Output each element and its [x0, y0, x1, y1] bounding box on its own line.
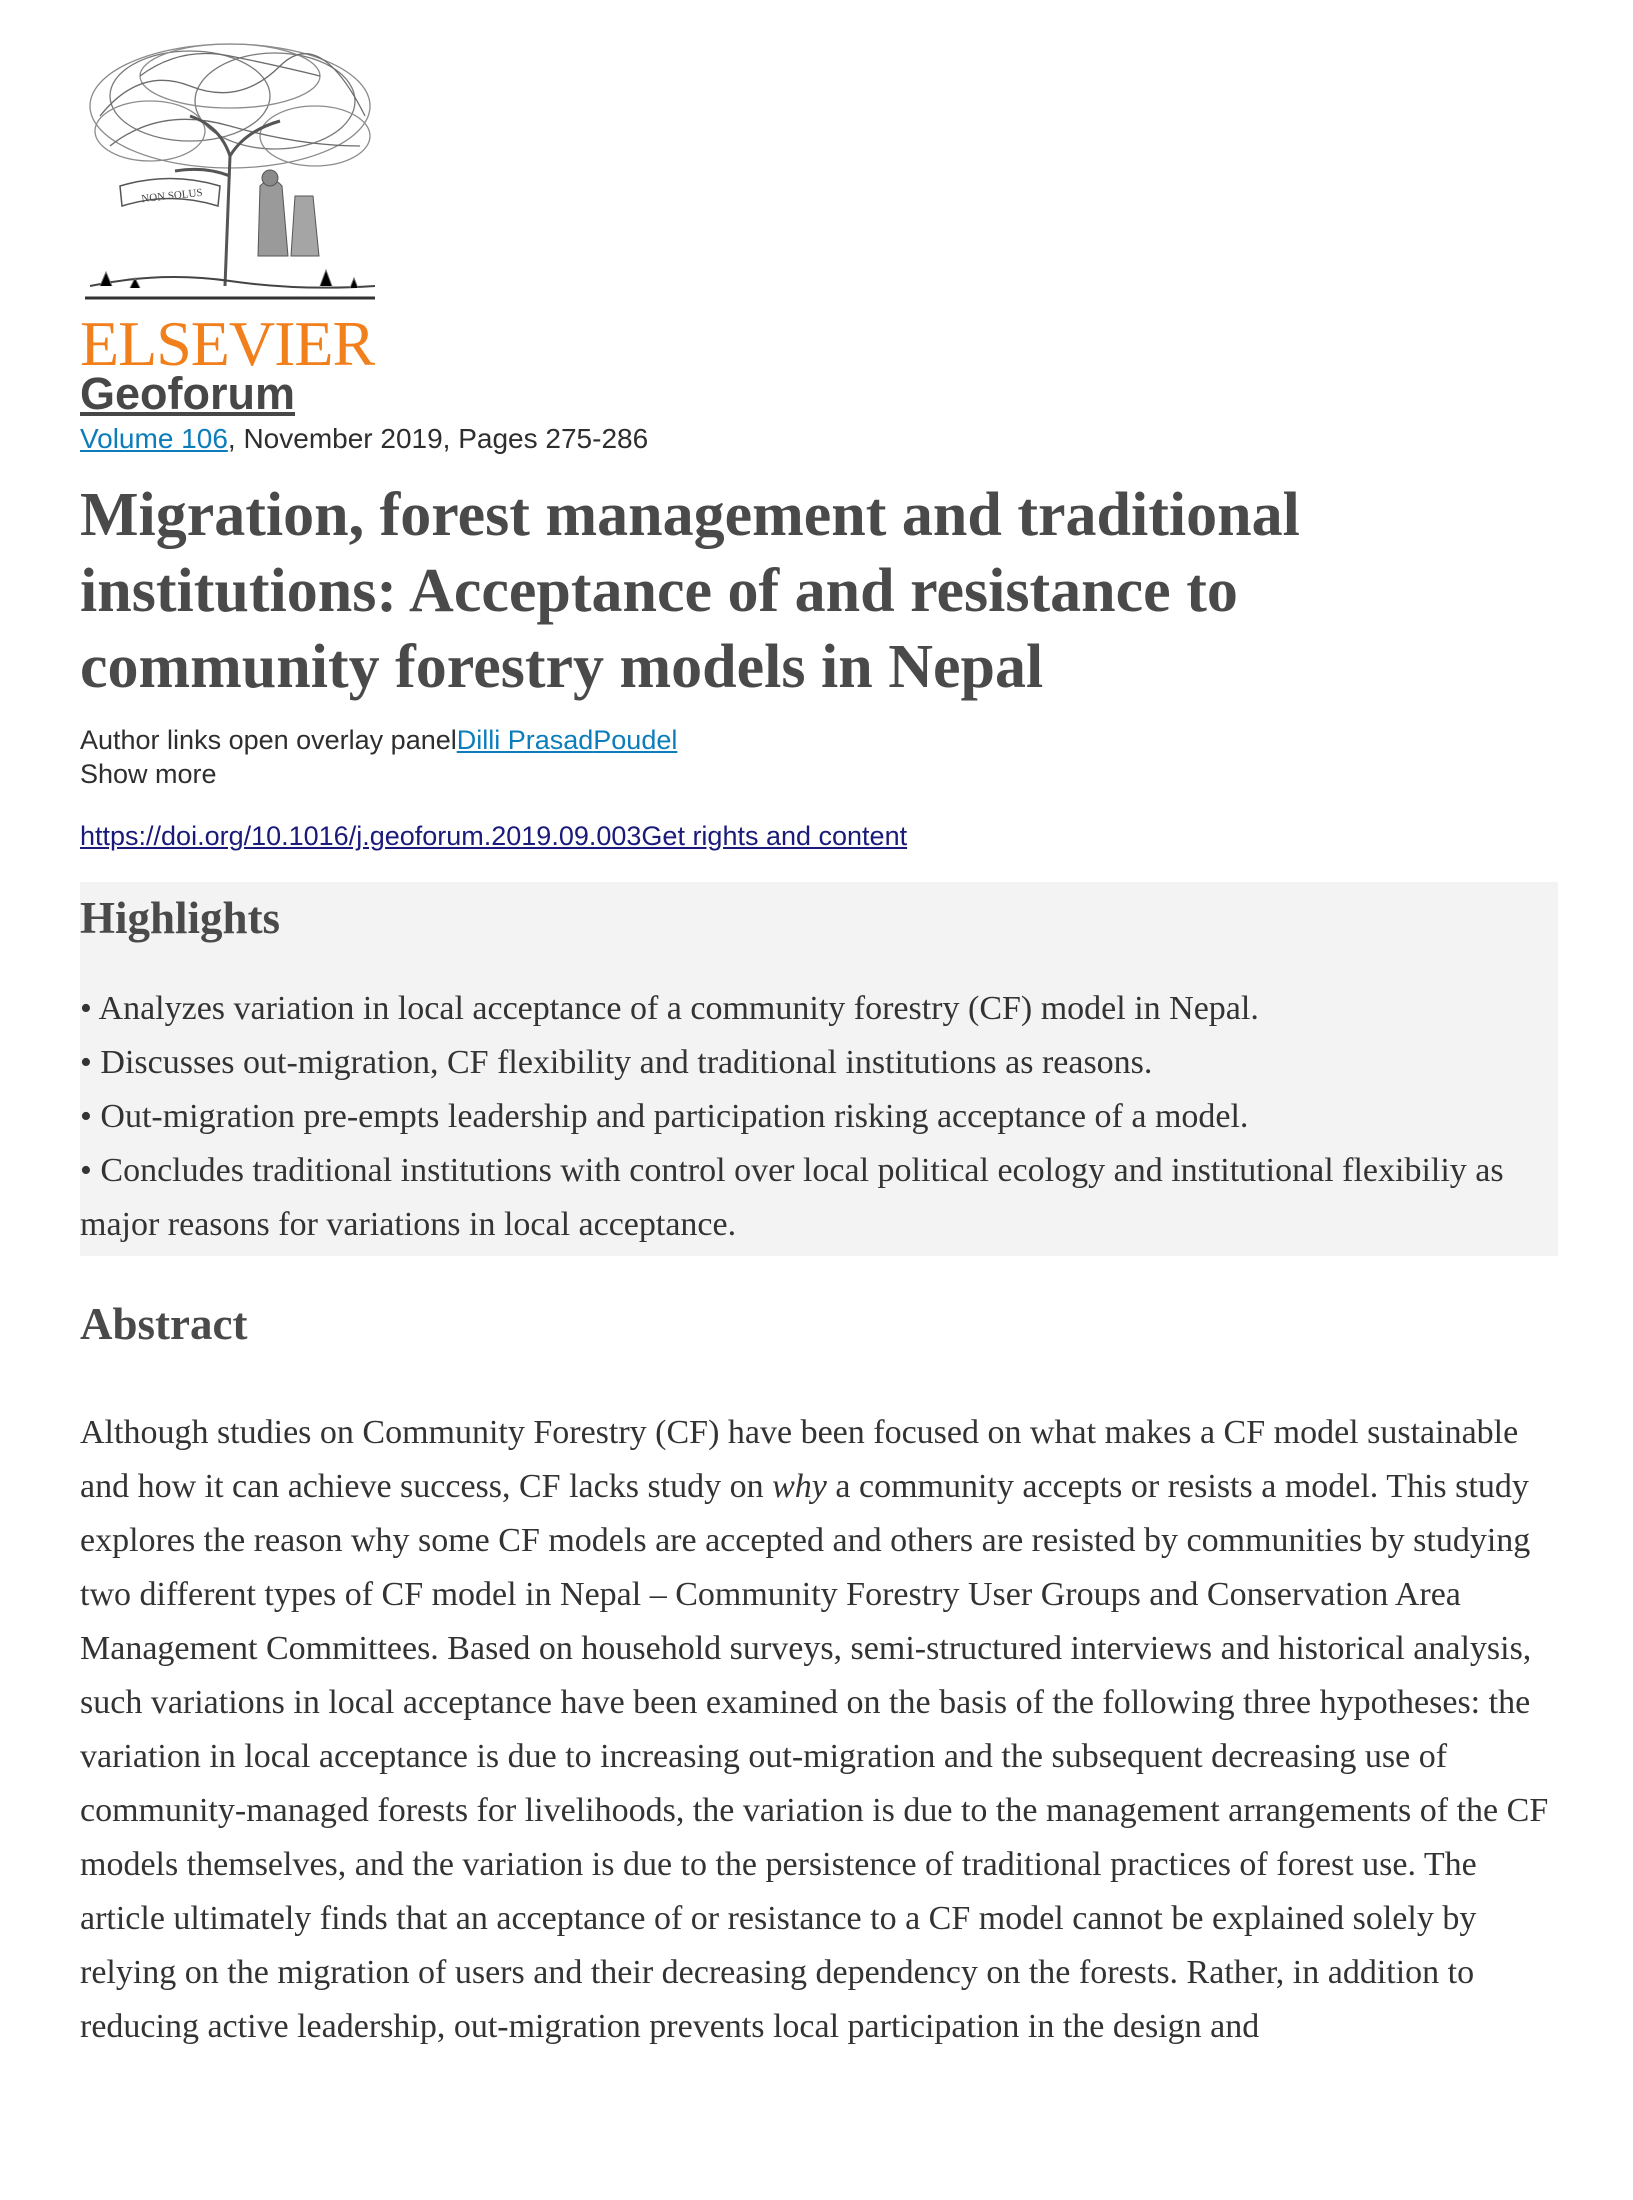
author-family-name: Poudel — [593, 725, 678, 756]
publisher-name: ELSEVIER — [80, 308, 375, 379]
abstract-heading: Abstract — [80, 1299, 248, 1350]
author-given-name: Dilli Prasad — [456, 725, 594, 756]
highlights-list — [80, 982, 1558, 1252]
logo-motto: NON SOLUS — [140, 186, 204, 206]
abstract-text — [80, 1406, 1560, 2054]
show-more-button[interactable]: Show more — [80, 759, 217, 790]
rights-link[interactable]: Get rights and content — [641, 821, 908, 852]
highlight-item: • Out-migration pre-empts leadership and participation risking acceptance of a model. — [80, 1098, 1249, 1136]
highlight-item: • Discusses out-migration, CF flexibility and traditional institutions as reasons. — [80, 1044, 1153, 1082]
abstract-text-part1: Although studies on Community Forestry (CF) have been focused on what makes a CF model sustainable and how it can achieve success, CF lacks study on — [80, 1414, 1519, 1506]
author-links-label[interactable]: Author links open overlay panel — [80, 725, 457, 756]
article-title: Migration, forest management and traditional institutions: Acceptance of and resistance to community forestry models in Nepal — [80, 481, 1300, 702]
tree-icon — [80, 36, 380, 306]
issue-info — [80, 423, 1560, 455]
elsevier-logo[interactable] — [80, 36, 380, 379]
highlights-section — [80, 882, 1558, 1256]
highlights-heading: Highlights — [80, 893, 281, 944]
highlight-item: • Concludes traditional institutions with control over local political ecology and institutional flexibiliy as major reasons for variations in local acceptance. — [80, 1152, 1504, 1244]
issue-details: , November 2019, Pages 275-286 — [227, 423, 649, 455]
author-link[interactable] — [457, 725, 678, 755]
abstract-section — [80, 1296, 1560, 2054]
journal-title-link[interactable]: Geoforum — [80, 368, 296, 419]
article-page — [80, 36, 1560, 2054]
doi-line — [80, 821, 1560, 852]
highlight-item: • Analyzes variation in local acceptance of a community forestry (CF) model in Nepal. — [80, 990, 1259, 1028]
volume-link[interactable]: Volume 106 — [80, 423, 228, 455]
author-line — [80, 723, 1560, 757]
abstract-text-part2: a community accepts or resists a model. This study explores the reason why some CF models are accepted and others are resisted by communities by studying two different types of CF model in Nepal – Community Forestry User Groups and Conservation Area Management Committees. Based on household surveys, semi-structured interviews and historical analysis, such variations in local acceptance have been examined on the basis of the following three hypotheses: the variation in local acceptance is due to increasing out-migration and the subsequent decreasing use of community-managed forests for livelihoods, the variation is due to the management arrangements of the CF models themselves, and the variation is due to the persistence of traditional practices of forest use. The article ultimately finds that an acceptance of or resistance to a CF model cannot be explained solely by relying on the migration of users and their decreasing dependency on the forests. Rather, in addition to reducing active leadership, out-migration prevents local participation in the design and — [80, 1468, 1549, 2046]
doi-link[interactable]: https://doi.org/10.1016/j.geoforum.2019.09.003 — [80, 821, 642, 852]
abstract-emphasis: why — [772, 1468, 827, 1506]
